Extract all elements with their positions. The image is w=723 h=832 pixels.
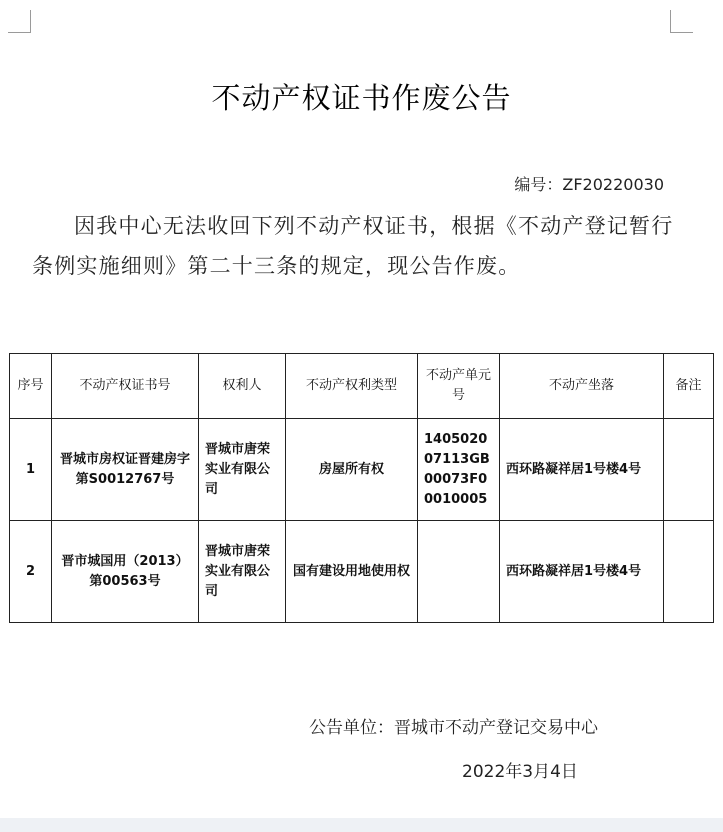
header-holder: 权利人	[199, 354, 286, 419]
cell-unit-no	[418, 521, 500, 623]
header-unit-no: 不动产单元号	[418, 354, 500, 419]
cell-remark	[664, 521, 714, 623]
issuing-unit: 公告单位：晋城市不动产登记交易中心	[309, 718, 598, 738]
cell-unit-no: 140502007113GB00073F00010005	[418, 419, 500, 521]
announcement-paragraph: 因我中心无法收回下列不动产权证书，根据《不动产登记暂行条例实施细则》第二十三条的规定，现公告作废。	[32, 214, 674, 278]
document-title: 不动产权证书作废公告	[211, 81, 512, 115]
header-cert-no: 不动产权证书号	[52, 354, 199, 419]
table-header-row	[10, 354, 714, 419]
cell-cert-no: 晋市城国用（2013）第00563号	[52, 521, 199, 623]
header-location: 不动产坐落	[500, 354, 664, 419]
header-seq: 序号	[10, 354, 52, 419]
cell-right-type: 国有建设用地使用权	[286, 521, 418, 623]
cell-location: 西环路凝祥居1号楼4号	[500, 521, 664, 623]
page-corner-mark-right	[670, 10, 693, 33]
page-bottom-edge	[0, 818, 723, 832]
cell-seq: 2	[10, 521, 52, 623]
cell-remark	[664, 419, 714, 521]
issue-date: 2022年3月4日	[462, 762, 578, 782]
cell-location: 西环路凝祥居1号楼4号	[500, 419, 664, 521]
header-right-type: 不动产权利类型	[286, 354, 418, 419]
header-remark: 备注	[664, 354, 714, 419]
cell-holder: 晋城市唐荣实业有限公司	[199, 419, 286, 521]
cell-cert-no: 晋城市房权证晋建房字第S0012767号	[52, 419, 199, 521]
cell-seq: 1	[10, 419, 52, 521]
cell-holder: 晋城市唐荣实业有限公司	[199, 521, 286, 623]
page-corner-mark-left	[8, 10, 31, 33]
cell-right-type: 房屋所有权	[286, 419, 418, 521]
document-number: 编号：ZF20220030	[514, 175, 664, 194]
table-row	[10, 419, 714, 521]
certificate-table	[9, 353, 714, 623]
table-row	[10, 521, 714, 623]
